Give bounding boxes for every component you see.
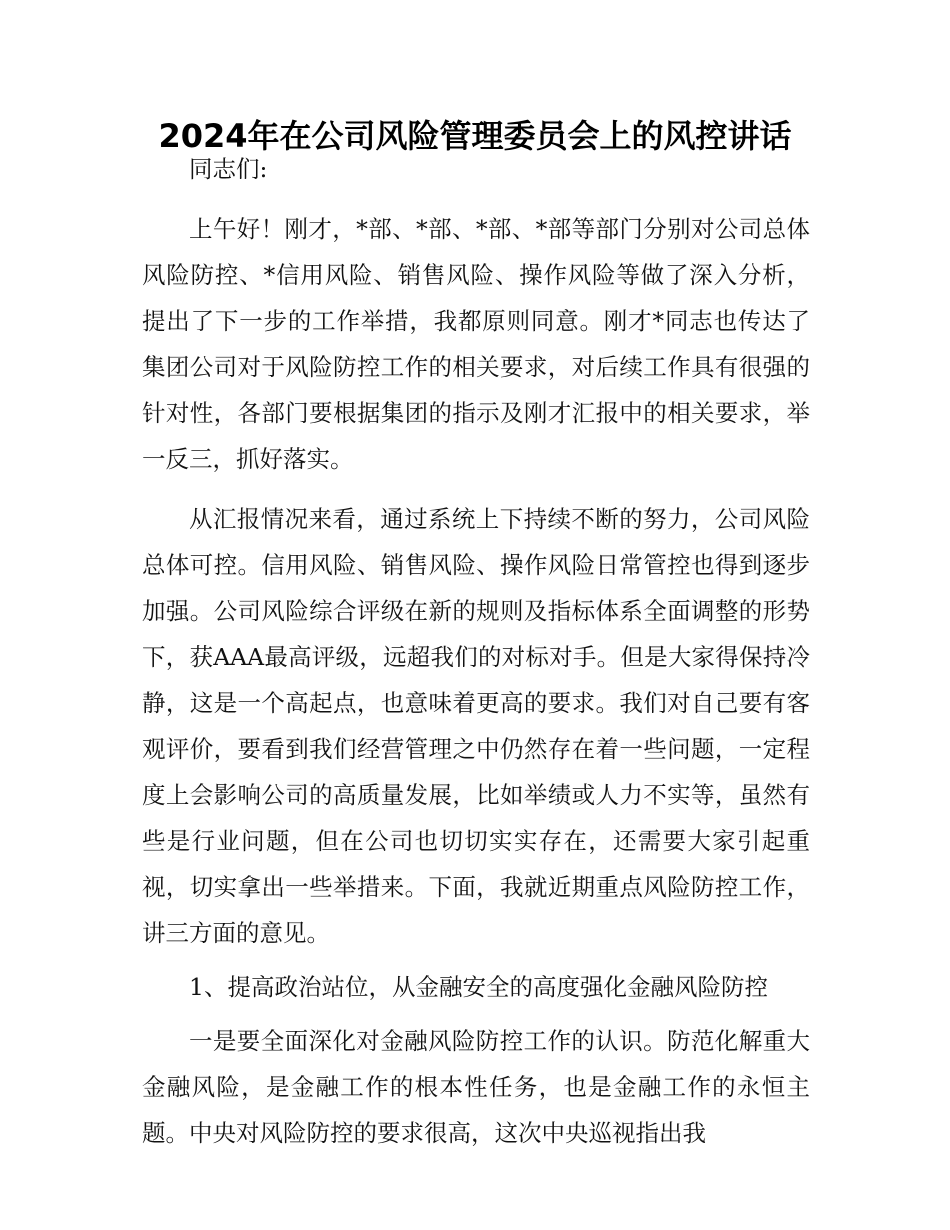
paragraph-report-summary: 从汇报情况来看，通过系统上下持续不断的努力，公司风险总体可控。信用风险、销售风险、操作风险日常管控也得到逐步加强。公司风险综合评级在新的规则及指标体系全面调整的形势下，获AAA最高评级，远超我们的对标对手。但是大家得保持冷静，这是一个高起点，也意味着更高的要求。我们对自己要有客观评价，要看到我们经营管理之中仍然存在着一些问题，一定程度上会影响公司的高质量发展，比如举绩或人力不实等，虽然有些是行业问题，但在公司也切切实实存在，还需要大家引起重视，切实拿出一些举措来。下面，我就近期重点风险防控工作，讲三方面的意见。 (142, 505, 810, 947)
section-heading: 1、提高政治站位，从金融安全的高度强化金融风险防控 (189, 973, 768, 1001)
paragraph-opening: 上午好！刚才，*部、*部、*部、*部等部门分别对公司总体风险防控、*信用风险、销售风险、操作风险等做了深入分析，提出了下一步的工作举措，我都原则同意。刚才*同志也传达了集团公司对于风险防控工作的相关要求，对后续工作具有很强的针对性，各部门要根据集团的指示及刚才汇报中的相关要求，举一反三，抓好落实。 (142, 215, 810, 473)
section-paragraph: 一是要全面深化对金融风险防控工作的认识。防范化解重大金融风险，是金融工作的根本性任务，也是金融工作的永恒主题。中央对风险防控的要求很高，这次中央巡视指出我 (142, 1027, 810, 1147)
greeting-line: 同志们: (189, 155, 268, 183)
document-title: 2024年在公司风险管理委员会上的风控讲话 (158, 117, 792, 155)
document-body (142, 146, 810, 1156)
